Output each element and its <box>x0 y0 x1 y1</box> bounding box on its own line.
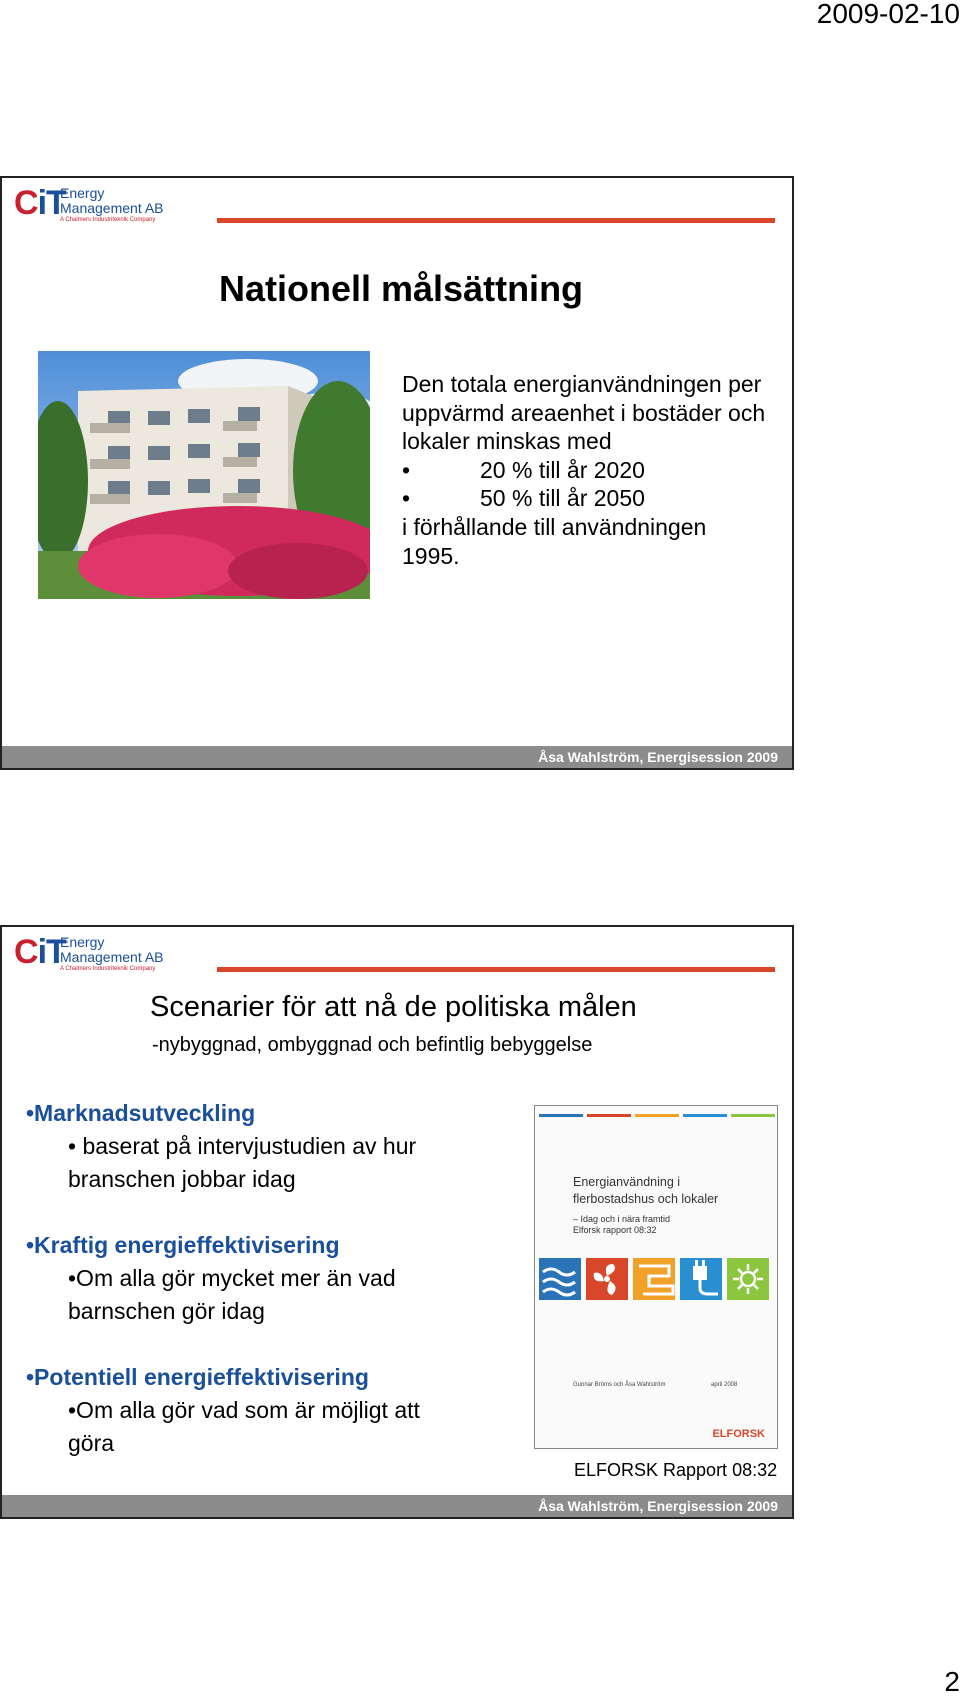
elforsk-logo: ELFORSK <box>712 1428 765 1440</box>
report-cover-graphics <box>535 1106 779 1450</box>
slide-2 <box>0 925 794 1519</box>
scenario-detail: •Om alla gör mycket mer än vad <box>68 1265 396 1291</box>
scenario-detail: göra <box>68 1430 115 1456</box>
scenario-detail: •Om alla gör vad som är möjligt att <box>68 1397 420 1423</box>
logo-mark: CiT <box>14 933 66 971</box>
cit-logo <box>14 933 174 977</box>
sun-icon <box>727 1258 769 1300</box>
cit-logo <box>14 184 174 228</box>
target-bullet-2020: • 20 % till år 2020 <box>402 456 645 483</box>
slide-footer: Åsa Wahlström, Energisession 2009 <box>2 746 792 768</box>
power-plug-icon <box>680 1258 722 1300</box>
accent-line <box>217 218 775 223</box>
water-waves-icon <box>539 1258 581 1300</box>
scenario-detail: • baserat på intervjustudien av hur <box>68 1133 417 1159</box>
report-subtitle: – Idag och i nära framtid Elforsk rapport 08:32 <box>573 1214 671 1235</box>
accent-line <box>217 967 775 972</box>
logo-name: Energy Management AB <box>60 185 164 216</box>
heating-pipes-icon <box>633 1258 675 1300</box>
scenario-heading: •Potentiell energieffektivisering <box>26 1364 369 1390</box>
scenario-detail: branschen jobbar idag <box>68 1166 296 1192</box>
slide-footer: Åsa Wahlström, Energisession 2009 <box>2 1495 792 1517</box>
scenario-heading: •Kraftig energieffektivisering <box>26 1232 340 1258</box>
fan-icon <box>586 1258 628 1300</box>
scenario-detail: barnschen gör idag <box>68 1298 265 1324</box>
slide-title: Scenarier för att nå de politiska målen <box>150 991 637 1023</box>
slide-subtitle: -nybyggnad, ombyggnad och befintlig bebyggelse <box>152 1034 593 1056</box>
slide-1 <box>0 176 794 770</box>
apartment-building-photo <box>38 351 370 599</box>
report-cover-image <box>534 1105 778 1449</box>
page-number: 2 <box>944 1666 960 1697</box>
scenario-heading: •Marknadsutveckling <box>26 1100 256 1126</box>
report-authors: Gunnar Bröms och Åsa Wahlström <box>573 1382 666 1388</box>
logo-tagline: A Chalmers Industriteknik Company <box>60 217 156 223</box>
slide-title: Nationell målsättning <box>219 268 584 309</box>
report-date: april 2008 <box>711 1382 738 1388</box>
logo-mark: CiT <box>14 184 66 222</box>
report-title: Energianvändning i flerbostadshus och lokaler <box>573 1175 719 1206</box>
logo-name: Energy Management AB <box>60 934 164 965</box>
page-date: 2009-02-10 <box>816 0 960 29</box>
target-bullet-2050: • 50 % till år 2050 <box>402 485 645 512</box>
scenario-list <box>26 1097 506 1460</box>
logo-tagline: A Chalmers Industriteknik Company <box>60 966 156 972</box>
report-caption: ELFORSK Rapport 08:32 <box>574 1460 778 1480</box>
target-text: Den totala energianvändningen per uppvärmd areaenhet i bostäder och lokaler minskas med • 20 % till år 2020 • 50 % till år 2050 i förhållande till användningen 1995. <box>402 370 792 570</box>
